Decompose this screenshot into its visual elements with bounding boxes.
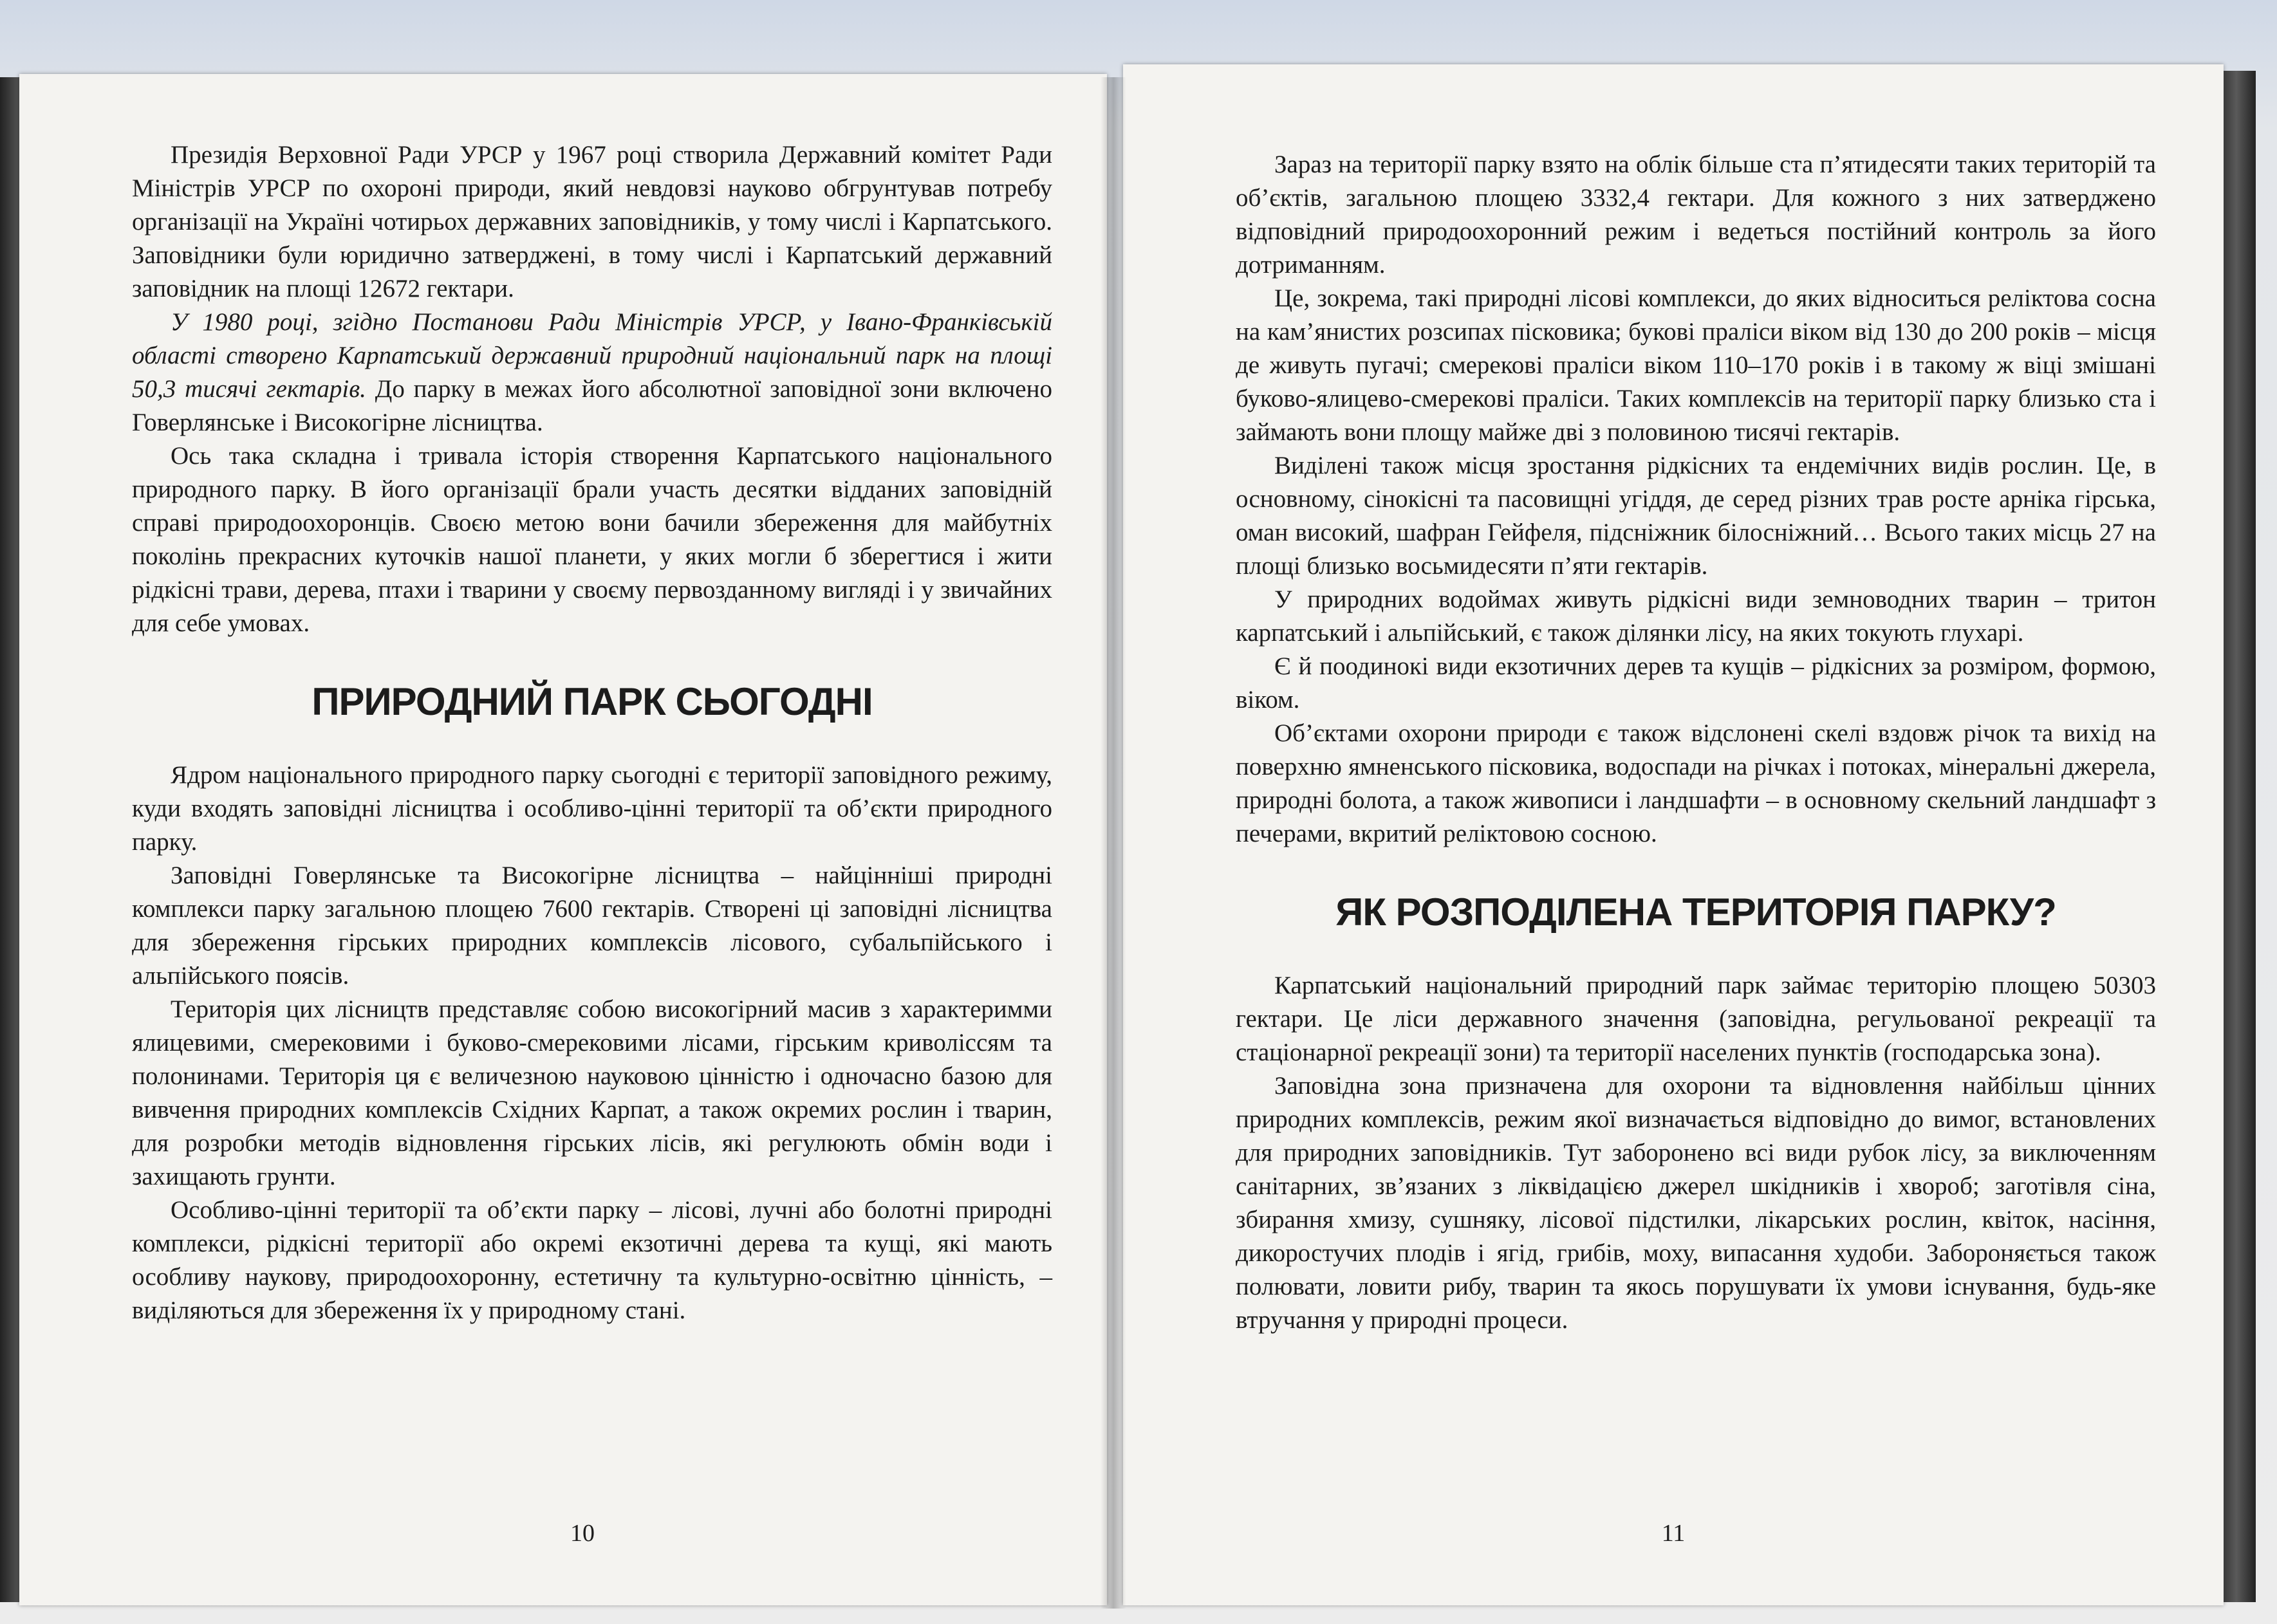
paragraph: Зараз на території парку взято на облік більше ста п’ятидесяти таких територій та об’єктів, загальною площею 3332,4 гектари. Для кожного з них затверджено відповідний природоохоронний режим і ведеться постійний контроль за його дотриманням. [1236,151,2156,279]
paragraph [132,306,1052,439]
paragraph: Заповідні Говерлянське та Високогірне лісництва – найцінніші природні комплекси парку загальною площею 7600 гектарів. Створені ці заповідні лісництва для збереження гірських природних комплексів лісового, субальпійського і альпійського поясів. [132,862,1052,990]
page-number: 11 [1661,1520,1686,1547]
left-page-text [132,138,1052,1327]
paragraph: Територія цих лісництв представляє собою високогірний масив з характеримми ялицевими, смерековими і буково-смерековими лісами, гірським криволіссям та полонинами. Територія ця є величезною науковою цінністю і одночасно базою для вивчення природних комплексів Східних Карпат, а також окремих рослин і тварин, для розробки методів відновлення гірських лісів, які регулюють обмін води і захищають грунти. [132,995,1052,1190]
paragraph: Заповідна зона призначена для охорони та відновлення найбільш цінних природних комплексів, режим якої визначається відповідно до вимог, встановлених для природних заповідників. Тут заборонено всі види рубок лісу, за виключенням санітарних, зв’язаних з ліквідацією джерел шкідників і хвороб; заготівля сіна, збирання хмизу, сушняку, лісової підстилки, лікарських рослин, квіток, насіння, дикоростучих плодів і ягід, грибів, моху, випасання худоби. Забороняється також полювати, ловити рибу, тварин та якось порушувати їх умови існування, будь-яке втручання у природні процеси. [1236,1072,2156,1334]
section-heading: ЯК РОЗПОДІЛЕНА ТЕРИТОРІЯ ПАРКУ? [1335,890,2056,934]
paragraph: Президія Верховної Ради УРСР у 1967 році створила Державний комітет Ради Міністрів УРСР по охороні природи, який невдовзі науково обгрунтував потребу організації на Україні чотирьох державних заповідників, у тому числі і Карпатського. Заповідники були юридично затверджені, в тому числі і Карпатський державний заповідник на площі 12672 гектари. [132,141,1052,302]
paragraph: У природних водоймах живуть рідкісні види земноводних тварин – тритон карпатський і альпійський, є також ділянки лісу, на яких токують глухарі. [1236,586,2156,647]
italic-lead-text: У 1980 році, згідно Постанови Ради Міністрів УРСР, у Івано-Франківській області створено Карпатський державний природний національний парк на площі 50,3 тисячі гектарів. [132,308,1052,403]
book-right-edge [2224,71,2256,1602]
paragraph: Це, зокрема, такі природні лісові комплекси, до яких відноситься реліктова сосна на кам’янистих розсипах пісковика; букові праліси віком від 130 до 200 років – місця де живуть пугачі; смерекові праліси віком 110–170 років і в такому ж віці змішані буково-ялицево-смерекові праліси. Таких комплексів на території парку близько ста і займають вони площу майже дві з половиною тисячі гектарів. [1236,284,2156,446]
paragraph: Ось така складна і тривала історія створення Карпатського національного природного парку. В його організації брали участь десятки відданих заповідній справі природоохоронців. Своєю метою вони бачили збереження для майбутніх поколінь прекрасних куточків нашої планети, у яких могли б зберегтися і жити рідкісні трави, дерева, птахи і тварини у своєму первозданному вигляді і у звичайних для себе умовах. [132,442,1052,637]
book-spine-shadow [1101,77,1126,1609]
paragraph: Є й поодинокі види екзотичних дерев та кущів – рідкісних за розміром, формою, віком. [1236,652,2156,714]
paragraph: Ядром національного природного парку сьогодні є території заповідного режиму, куди входять заповідні лісництва і особливо-цінні території та об’єкти природного парку. [132,761,1052,856]
paragraph: Об’єктами охорони природи є також відслонені скелі вздовж річок та вихід на поверхню ямненського пісковика, водоспади на річках і потоках, мінеральні джерела, природні болота, а також живописи і ландшафти – в основному скельний ландшафт з печерами, вкритий реліктовою сосною. [1236,719,2156,847]
paragraph-text: До парку в межах його абсолютної заповідної зони включено Говерлянське і Високогірне лісництва. [132,375,1052,436]
book-left-edge [0,77,19,1602]
right-page [1123,64,2224,1605]
paragraph: Карпатський національний природний парк займає територію площею 50303 гектари. Це ліси державного значення (заповідна, регульованої рекреації та стаціонарної рекреації зони) та території населених пунктів (господарська зона). [1236,972,2156,1066]
paragraph: Особливо-цінні території та об’єкти парку – лісові, лучні або болотні природні комплекси, рідкісні території або окремі екзотичні дерева та кущі, які мають особливу наукову, природоохоронну, естетичну та культурно-освітню цінність, – виділяються для збереження їх у природному стані. [132,1196,1052,1324]
page-number: 10 [570,1520,595,1547]
paragraph: Виділені також місця зростання рідкісних та ендемічних видів рослин. Це, в основному, сінокісні та пасовищні угіддя, де серед різних трав росте арніка гірська, оман високий, шафран Гейфеля, підсніжник білосніжний… Всього таких місць 27 на площі близько восьмидесяти п’яти гектарів. [1236,452,2156,580]
right-page-text [1236,148,2156,1337]
left-page [19,74,1107,1605]
section-heading: ПРИРОДНИЙ ПАРК СЬОГОДНІ [311,680,873,723]
